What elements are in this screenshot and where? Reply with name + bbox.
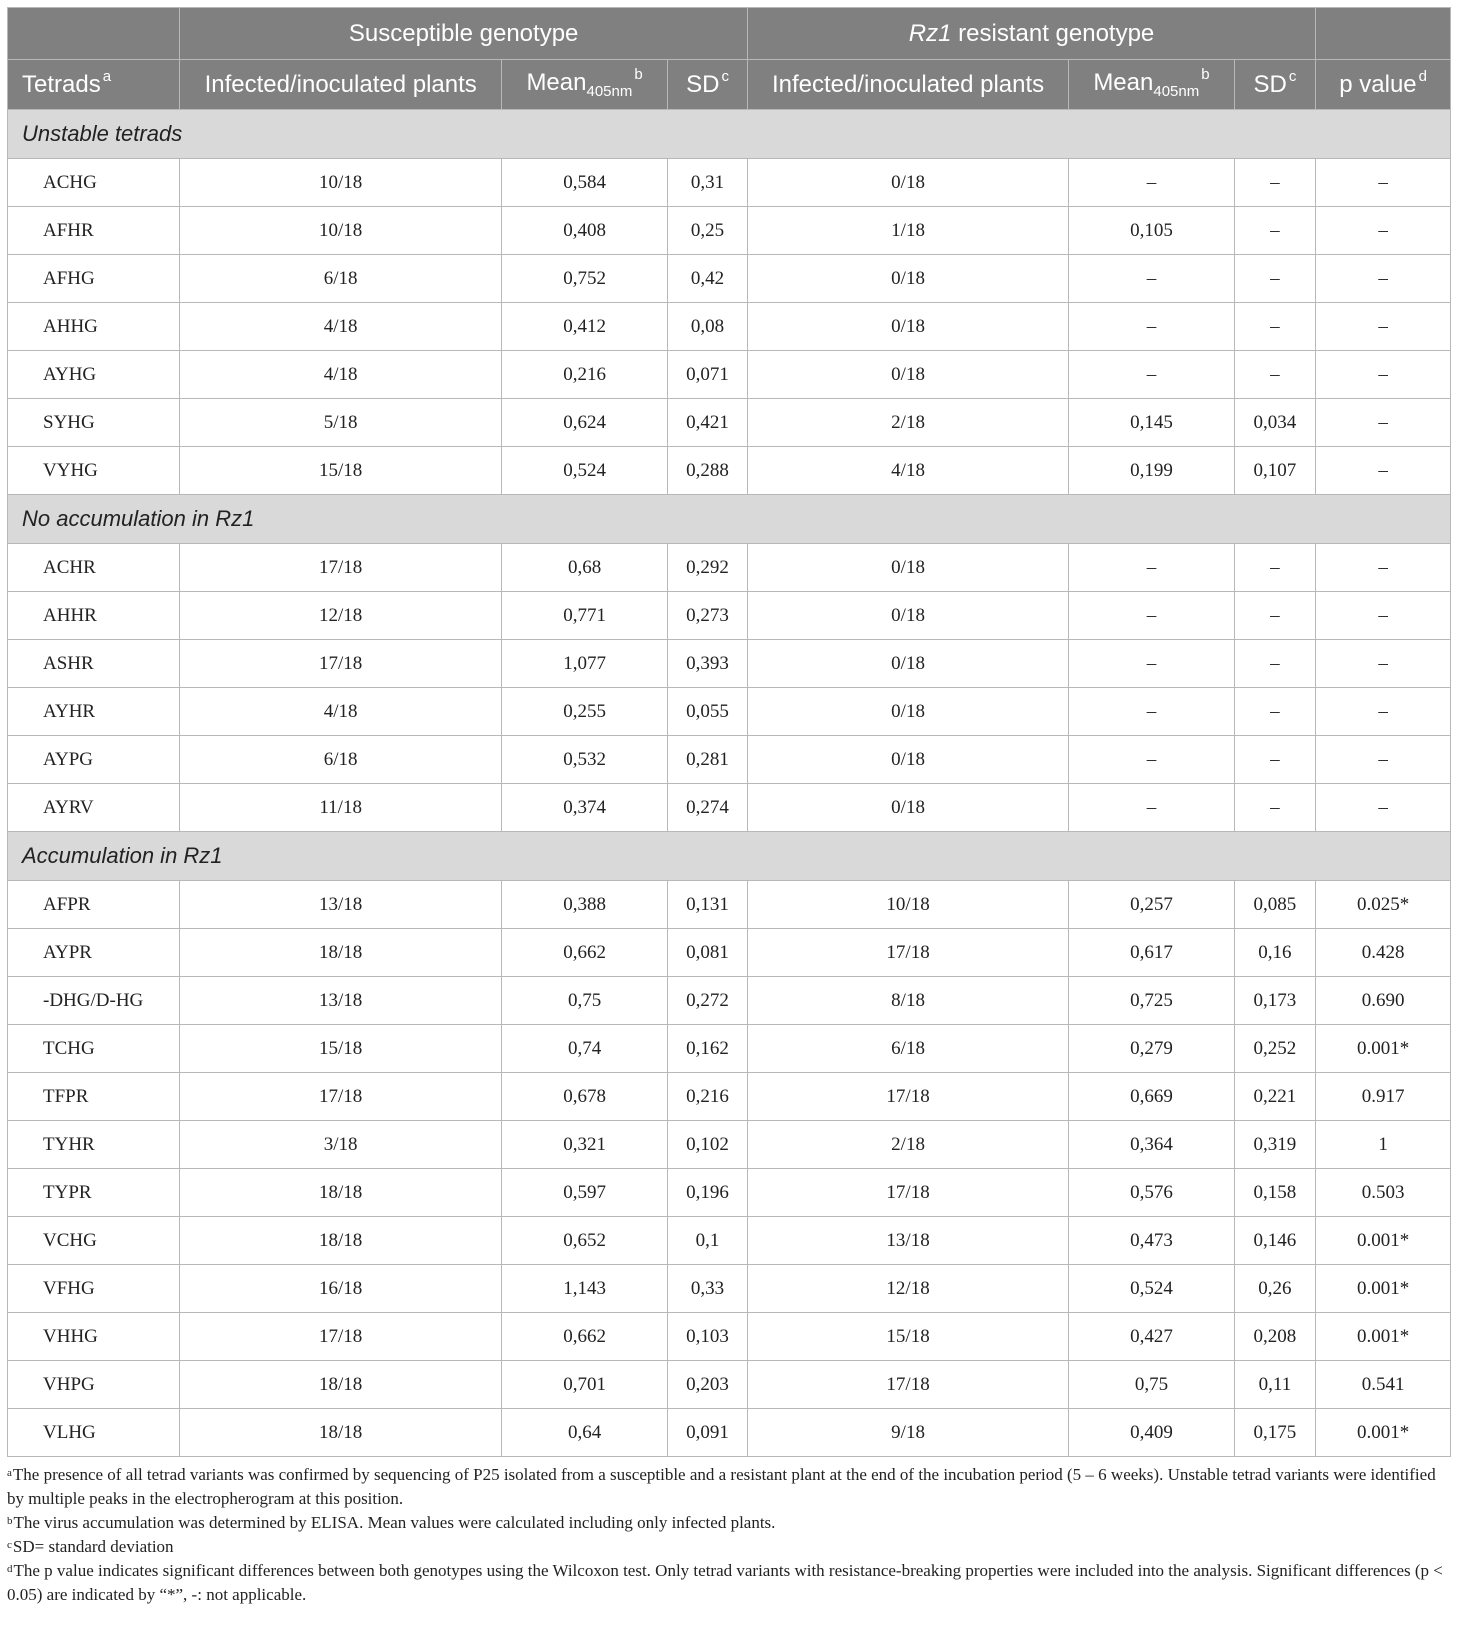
- table-cell: 6/18: [180, 255, 501, 303]
- table-row: [8, 1409, 1451, 1457]
- table-cell: 13/18: [180, 977, 501, 1025]
- table-cell: –: [1316, 688, 1451, 736]
- table-cell: 0,662: [501, 929, 667, 977]
- table-cell: 0,473: [1069, 1217, 1234, 1265]
- table-cell: 0,034: [1234, 399, 1316, 447]
- table-cell: 0,393: [668, 640, 748, 688]
- table-cell: 3/18: [180, 1121, 501, 1169]
- table-cell: –: [1234, 784, 1316, 832]
- table-cell: 0,42: [668, 255, 748, 303]
- column-header-mean-susceptible: Mean$_{405nm}^b$: [501, 60, 667, 110]
- table-cell: 0/18: [747, 303, 1068, 351]
- footnote-mark: c: [7, 1539, 12, 1551]
- table-row: [8, 1361, 1451, 1409]
- table-cell: 1: [1316, 1121, 1451, 1169]
- table-cell: 0,107: [1234, 447, 1316, 495]
- table-cell: 0,216: [501, 351, 667, 399]
- tetrad-cell: ACHG: [8, 159, 180, 207]
- table-cell: 15/18: [747, 1313, 1068, 1361]
- table-row: [8, 784, 1451, 832]
- table-row: [8, 1073, 1451, 1121]
- table-cell: 0,288: [668, 447, 748, 495]
- table-cell: 0.025*: [1316, 881, 1451, 929]
- footnote-text: The virus accumulation was determined by ELISA. Mean values were calculated including only infected plants.: [13, 1513, 776, 1532]
- table-cell: 0,26: [1234, 1265, 1316, 1313]
- tetrad-cell: ASHR: [8, 640, 180, 688]
- table-cell: 16/18: [180, 1265, 501, 1313]
- table-cell: 0,173: [1234, 977, 1316, 1025]
- table-cell: 13/18: [180, 881, 501, 929]
- table-cell: 0,75: [1069, 1361, 1234, 1409]
- table-cell: 0,216: [668, 1073, 748, 1121]
- table-cell: 0,771: [501, 592, 667, 640]
- table-cell: 0,081: [668, 929, 748, 977]
- table-cell: 0/18: [747, 688, 1068, 736]
- table-cell: 0,196: [668, 1169, 748, 1217]
- table-cell: 0,524: [501, 447, 667, 495]
- table-cell: 0/18: [747, 592, 1068, 640]
- table-cell: 0,364: [1069, 1121, 1234, 1169]
- footnote-mark: d: [7, 1563, 13, 1575]
- table-cell: 0,409: [1069, 1409, 1234, 1457]
- results-table: [7, 7, 1451, 1457]
- table-cell: –: [1234, 592, 1316, 640]
- tetrad-cell: VLHG: [8, 1409, 180, 1457]
- tetrad-cell: TFPR: [8, 1073, 180, 1121]
- table-cell: 18/18: [180, 1169, 501, 1217]
- table-cell: 0,374: [501, 784, 667, 832]
- table-cell: 0,75: [501, 977, 667, 1025]
- table-row: [8, 159, 1451, 207]
- table-cell: –: [1316, 207, 1451, 255]
- table-cell: 18/18: [180, 1217, 501, 1265]
- tetrad-cell: AFHR: [8, 207, 180, 255]
- table-cell: 0,055: [668, 688, 748, 736]
- table-cell: –: [1316, 592, 1451, 640]
- table-cell: 0,273: [668, 592, 748, 640]
- tetrad-cell: SYHG: [8, 399, 180, 447]
- header-susceptible-genotype: Susceptible genotype: [180, 8, 747, 60]
- table-cell: 0.428: [1316, 929, 1451, 977]
- table-cell: 0,281: [668, 736, 748, 784]
- table-cell: 4/18: [180, 688, 501, 736]
- table-cell: 0,25: [668, 207, 748, 255]
- table-cell: –: [1234, 736, 1316, 784]
- table-cell: 18/18: [180, 1409, 501, 1457]
- header-empty-cell: [8, 8, 180, 60]
- section-header-row: [8, 832, 1451, 881]
- table-cell: –: [1069, 544, 1234, 592]
- table-cell: 10/18: [180, 159, 501, 207]
- table-cell: 0,752: [501, 255, 667, 303]
- table-cell: –: [1069, 688, 1234, 736]
- table-cell: –: [1234, 544, 1316, 592]
- table-cell: 5/18: [180, 399, 501, 447]
- tetrad-cell: VHPG: [8, 1361, 180, 1409]
- table-row: [8, 1313, 1451, 1361]
- table-cell: 6/18: [180, 736, 501, 784]
- table-cell: 0,701: [501, 1361, 667, 1409]
- table-cell: 0,203: [668, 1361, 748, 1409]
- table-cell: 4/18: [747, 447, 1068, 495]
- table-cell: 8/18: [747, 977, 1068, 1025]
- table-row: [8, 592, 1451, 640]
- table-row: [8, 1025, 1451, 1073]
- table-cell: –: [1234, 688, 1316, 736]
- table-cell: 0,321: [501, 1121, 667, 1169]
- table-cell: 0,272: [668, 977, 748, 1025]
- column-header-p-value: p value $^d$: [1316, 60, 1451, 110]
- table-cell: 0,64: [501, 1409, 667, 1457]
- table-cell: 0.001*: [1316, 1313, 1451, 1361]
- table-cell: –: [1316, 544, 1451, 592]
- table-cell: 0,103: [668, 1313, 748, 1361]
- tetrad-cell: AYHR: [8, 688, 180, 736]
- footnote: [7, 1463, 1451, 1511]
- header-resistant-genotype: Rz1 resistant genotype: [747, 8, 1315, 60]
- footnote: [7, 1559, 1451, 1607]
- table-cell: 0.001*: [1316, 1217, 1451, 1265]
- table-cell: 10/18: [180, 207, 501, 255]
- table-container: [7, 7, 1451, 1607]
- tetrad-cell: TYHR: [8, 1121, 180, 1169]
- table-cell: 11/18: [180, 784, 501, 832]
- table-cell: 0,071: [668, 351, 748, 399]
- column-header-infected-resistant: Infected/inoculated plants: [747, 60, 1068, 110]
- table-cell: 6/18: [747, 1025, 1068, 1073]
- table-cell: 17/18: [747, 1361, 1068, 1409]
- table-cell: 0/18: [747, 544, 1068, 592]
- table-cell: 0,199: [1069, 447, 1234, 495]
- table-cell: 0.917: [1316, 1073, 1451, 1121]
- table-cell: –: [1316, 255, 1451, 303]
- table-cell: 9/18: [747, 1409, 1068, 1457]
- table-cell: 13/18: [747, 1217, 1068, 1265]
- table-cell: 0,319: [1234, 1121, 1316, 1169]
- footnote-text: SD= standard deviation: [12, 1537, 174, 1556]
- footnote-text: The presence of all tetrad variants was confirmed by sequencing of P25 isolated from a susceptible and a resistant plant at the end of the incubation period (5 – 6 weeks). Unstable tetrad variants were identified by multiple peaks in the electropherogram at this position.: [7, 1465, 1436, 1508]
- table-cell: 0,279: [1069, 1025, 1234, 1073]
- table-cell: 17/18: [747, 929, 1068, 977]
- table-row: [8, 351, 1451, 399]
- table-cell: 0/18: [747, 159, 1068, 207]
- table-cell: 0,427: [1069, 1313, 1234, 1361]
- table-cell: 17/18: [180, 640, 501, 688]
- table-cell: 10/18: [747, 881, 1068, 929]
- table-row: [8, 736, 1451, 784]
- table-cell: 0,175: [1234, 1409, 1316, 1457]
- table-row: [8, 688, 1451, 736]
- tetrad-cell: AFPR: [8, 881, 180, 929]
- table-row: [8, 303, 1451, 351]
- table-cell: 0,131: [668, 881, 748, 929]
- footnote-mark: a: [7, 1467, 12, 1479]
- section-header-row: [8, 495, 1451, 544]
- table-cell: 0,584: [501, 159, 667, 207]
- table-cell: 0,68: [501, 544, 667, 592]
- table-cell: –: [1069, 736, 1234, 784]
- column-header-tetrads: Tetrads $^a$: [8, 60, 180, 110]
- table-cell: 1/18: [747, 207, 1068, 255]
- table-cell: –: [1069, 784, 1234, 832]
- tetrad-cell: VYHG: [8, 447, 180, 495]
- table-cell: 0.690: [1316, 977, 1451, 1025]
- table-row: [8, 544, 1451, 592]
- table-cell: 0,421: [668, 399, 748, 447]
- table-cell: –: [1234, 159, 1316, 207]
- table-cell: 17/18: [180, 1313, 501, 1361]
- table-cell: 0,652: [501, 1217, 667, 1265]
- table-cell: 18/18: [180, 1361, 501, 1409]
- table-cell: 18/18: [180, 929, 501, 977]
- table-row: [8, 1169, 1451, 1217]
- table-row: [8, 1217, 1451, 1265]
- footnote: [7, 1535, 1451, 1559]
- table-cell: 4/18: [180, 351, 501, 399]
- table-cell: 0,11: [1234, 1361, 1316, 1409]
- table-row: [8, 929, 1451, 977]
- table-cell: 0,412: [501, 303, 667, 351]
- table-cell: 0,33: [668, 1265, 748, 1313]
- table-cell: 0,16: [1234, 929, 1316, 977]
- table-cell: –: [1234, 303, 1316, 351]
- footnotes: [7, 1463, 1451, 1607]
- table-cell: –: [1316, 784, 1451, 832]
- table-cell: 0,162: [668, 1025, 748, 1073]
- table-cell: 12/18: [747, 1265, 1068, 1313]
- table-cell: 17/18: [747, 1169, 1068, 1217]
- table-cell: –: [1316, 399, 1451, 447]
- table-cell: 0,678: [501, 1073, 667, 1121]
- table-cell: –: [1316, 640, 1451, 688]
- table-cell: 0,085: [1234, 881, 1316, 929]
- table-row: [8, 207, 1451, 255]
- header-group-row: [8, 8, 1451, 60]
- column-header-infected-susceptible: Infected/inoculated plants: [180, 60, 501, 110]
- table-cell: –: [1069, 592, 1234, 640]
- table-cell: 0,091: [668, 1409, 748, 1457]
- table-cell: 0,158: [1234, 1169, 1316, 1217]
- table-cell: 1,077: [501, 640, 667, 688]
- column-header-sd-susceptible: SD $^c$: [668, 60, 748, 110]
- table-cell: 15/18: [180, 447, 501, 495]
- tetrad-cell: VHHG: [8, 1313, 180, 1361]
- tetrad-cell: VFHG: [8, 1265, 180, 1313]
- table-cell: 0,252: [1234, 1025, 1316, 1073]
- header-column-row: [8, 60, 1451, 110]
- table-cell: –: [1316, 447, 1451, 495]
- table-cell: 0,617: [1069, 929, 1234, 977]
- table-cell: 0/18: [747, 736, 1068, 784]
- section-header-row: [8, 110, 1451, 159]
- table-row: [8, 447, 1451, 495]
- table-cell: 0,105: [1069, 207, 1234, 255]
- table-cell: –: [1069, 351, 1234, 399]
- tetrad-cell: TYPR: [8, 1169, 180, 1217]
- table-row: [8, 255, 1451, 303]
- table-cell: 0,662: [501, 1313, 667, 1361]
- column-header-mean-resistant: Mean$_{405nm}^b$: [1069, 60, 1234, 110]
- table-cell: 0,524: [1069, 1265, 1234, 1313]
- tetrad-cell: AFHG: [8, 255, 180, 303]
- table-cell: 0.001*: [1316, 1265, 1451, 1313]
- tetrad-cell: AYRV: [8, 784, 180, 832]
- tetrad-cell: TCHG: [8, 1025, 180, 1073]
- table-cell: –: [1316, 303, 1451, 351]
- table-cell: 0,208: [1234, 1313, 1316, 1361]
- table-cell: 0.503: [1316, 1169, 1451, 1217]
- table-cell: 0,532: [501, 736, 667, 784]
- table-cell: 0,74: [501, 1025, 667, 1073]
- table-cell: 0,388: [501, 881, 667, 929]
- table-row: [8, 399, 1451, 447]
- column-header-sd-resistant: SD $^c$: [1234, 60, 1316, 110]
- table-cell: 2/18: [747, 1121, 1068, 1169]
- table-cell: 0,669: [1069, 1073, 1234, 1121]
- table-cell: 0,292: [668, 544, 748, 592]
- table-cell: –: [1234, 207, 1316, 255]
- table-cell: 0,08: [668, 303, 748, 351]
- table-cell: 0,725: [1069, 977, 1234, 1025]
- table-cell: 0/18: [747, 784, 1068, 832]
- section-title: Unstable tetrads: [8, 110, 1451, 159]
- table-cell: –: [1316, 159, 1451, 207]
- tetrad-cell: AYPR: [8, 929, 180, 977]
- table-cell: 0,102: [668, 1121, 748, 1169]
- table-cell: 0.001*: [1316, 1409, 1451, 1457]
- table-cell: –: [1069, 159, 1234, 207]
- table-cell: 0,146: [1234, 1217, 1316, 1265]
- table-cell: 4/18: [180, 303, 501, 351]
- table-cell: –: [1316, 351, 1451, 399]
- table-cell: 0,31: [668, 159, 748, 207]
- table-cell: 0,597: [501, 1169, 667, 1217]
- footnote-mark: b: [7, 1515, 13, 1527]
- tetrad-cell: AYPG: [8, 736, 180, 784]
- table-cell: 17/18: [747, 1073, 1068, 1121]
- table-cell: 0/18: [747, 351, 1068, 399]
- table-row: [8, 1121, 1451, 1169]
- table-cell: 0.001*: [1316, 1025, 1451, 1073]
- tetrad-cell: ACHR: [8, 544, 180, 592]
- tetrad-cell: VCHG: [8, 1217, 180, 1265]
- table-cell: –: [1069, 640, 1234, 688]
- table-cell: –: [1069, 303, 1234, 351]
- table-cell: 0,274: [668, 784, 748, 832]
- table-cell: 0,624: [501, 399, 667, 447]
- table-cell: 17/18: [180, 1073, 501, 1121]
- table-cell: 0,576: [1069, 1169, 1234, 1217]
- table-cell: –: [1316, 736, 1451, 784]
- tetrad-cell: -DHG/D-HG: [8, 977, 180, 1025]
- tetrad-cell: AHHG: [8, 303, 180, 351]
- tetrad-cell: AHHR: [8, 592, 180, 640]
- table-cell: 0/18: [747, 640, 1068, 688]
- table-cell: 15/18: [180, 1025, 501, 1073]
- table-body: [8, 110, 1451, 1457]
- table-cell: –: [1234, 351, 1316, 399]
- table-cell: –: [1069, 255, 1234, 303]
- table-row: [8, 881, 1451, 929]
- footnote-text: The p value indicates significant differences between both genotypes using the Wilcoxon test. Only tetrad variants with resistance-breaking properties were included into the analysis. Significant differences (p < 0.05) are indicated by “*”, -: not applicable.: [7, 1561, 1443, 1604]
- footnote: [7, 1511, 1451, 1535]
- table-cell: 0,145: [1069, 399, 1234, 447]
- tetrad-cell: AYHG: [8, 351, 180, 399]
- table-cell: 0,408: [501, 207, 667, 255]
- table-row: [8, 640, 1451, 688]
- table-row: [8, 1265, 1451, 1313]
- table-cell: 17/18: [180, 544, 501, 592]
- table-cell: –: [1234, 640, 1316, 688]
- table-cell: 12/18: [180, 592, 501, 640]
- table-cell: 2/18: [747, 399, 1068, 447]
- table-cell: 0,1: [668, 1217, 748, 1265]
- section-title: Accumulation in Rz1: [8, 832, 1451, 881]
- table-cell: –: [1234, 255, 1316, 303]
- table-cell: 0.541: [1316, 1361, 1451, 1409]
- table-cell: 0,221: [1234, 1073, 1316, 1121]
- table-row: [8, 977, 1451, 1025]
- table-cell: 0/18: [747, 255, 1068, 303]
- header-empty-cell: [1316, 8, 1451, 60]
- table-cell: 0,255: [501, 688, 667, 736]
- section-title: No accumulation in Rz1: [8, 495, 1451, 544]
- table-cell: 1,143: [501, 1265, 667, 1313]
- table-cell: 0,257: [1069, 881, 1234, 929]
